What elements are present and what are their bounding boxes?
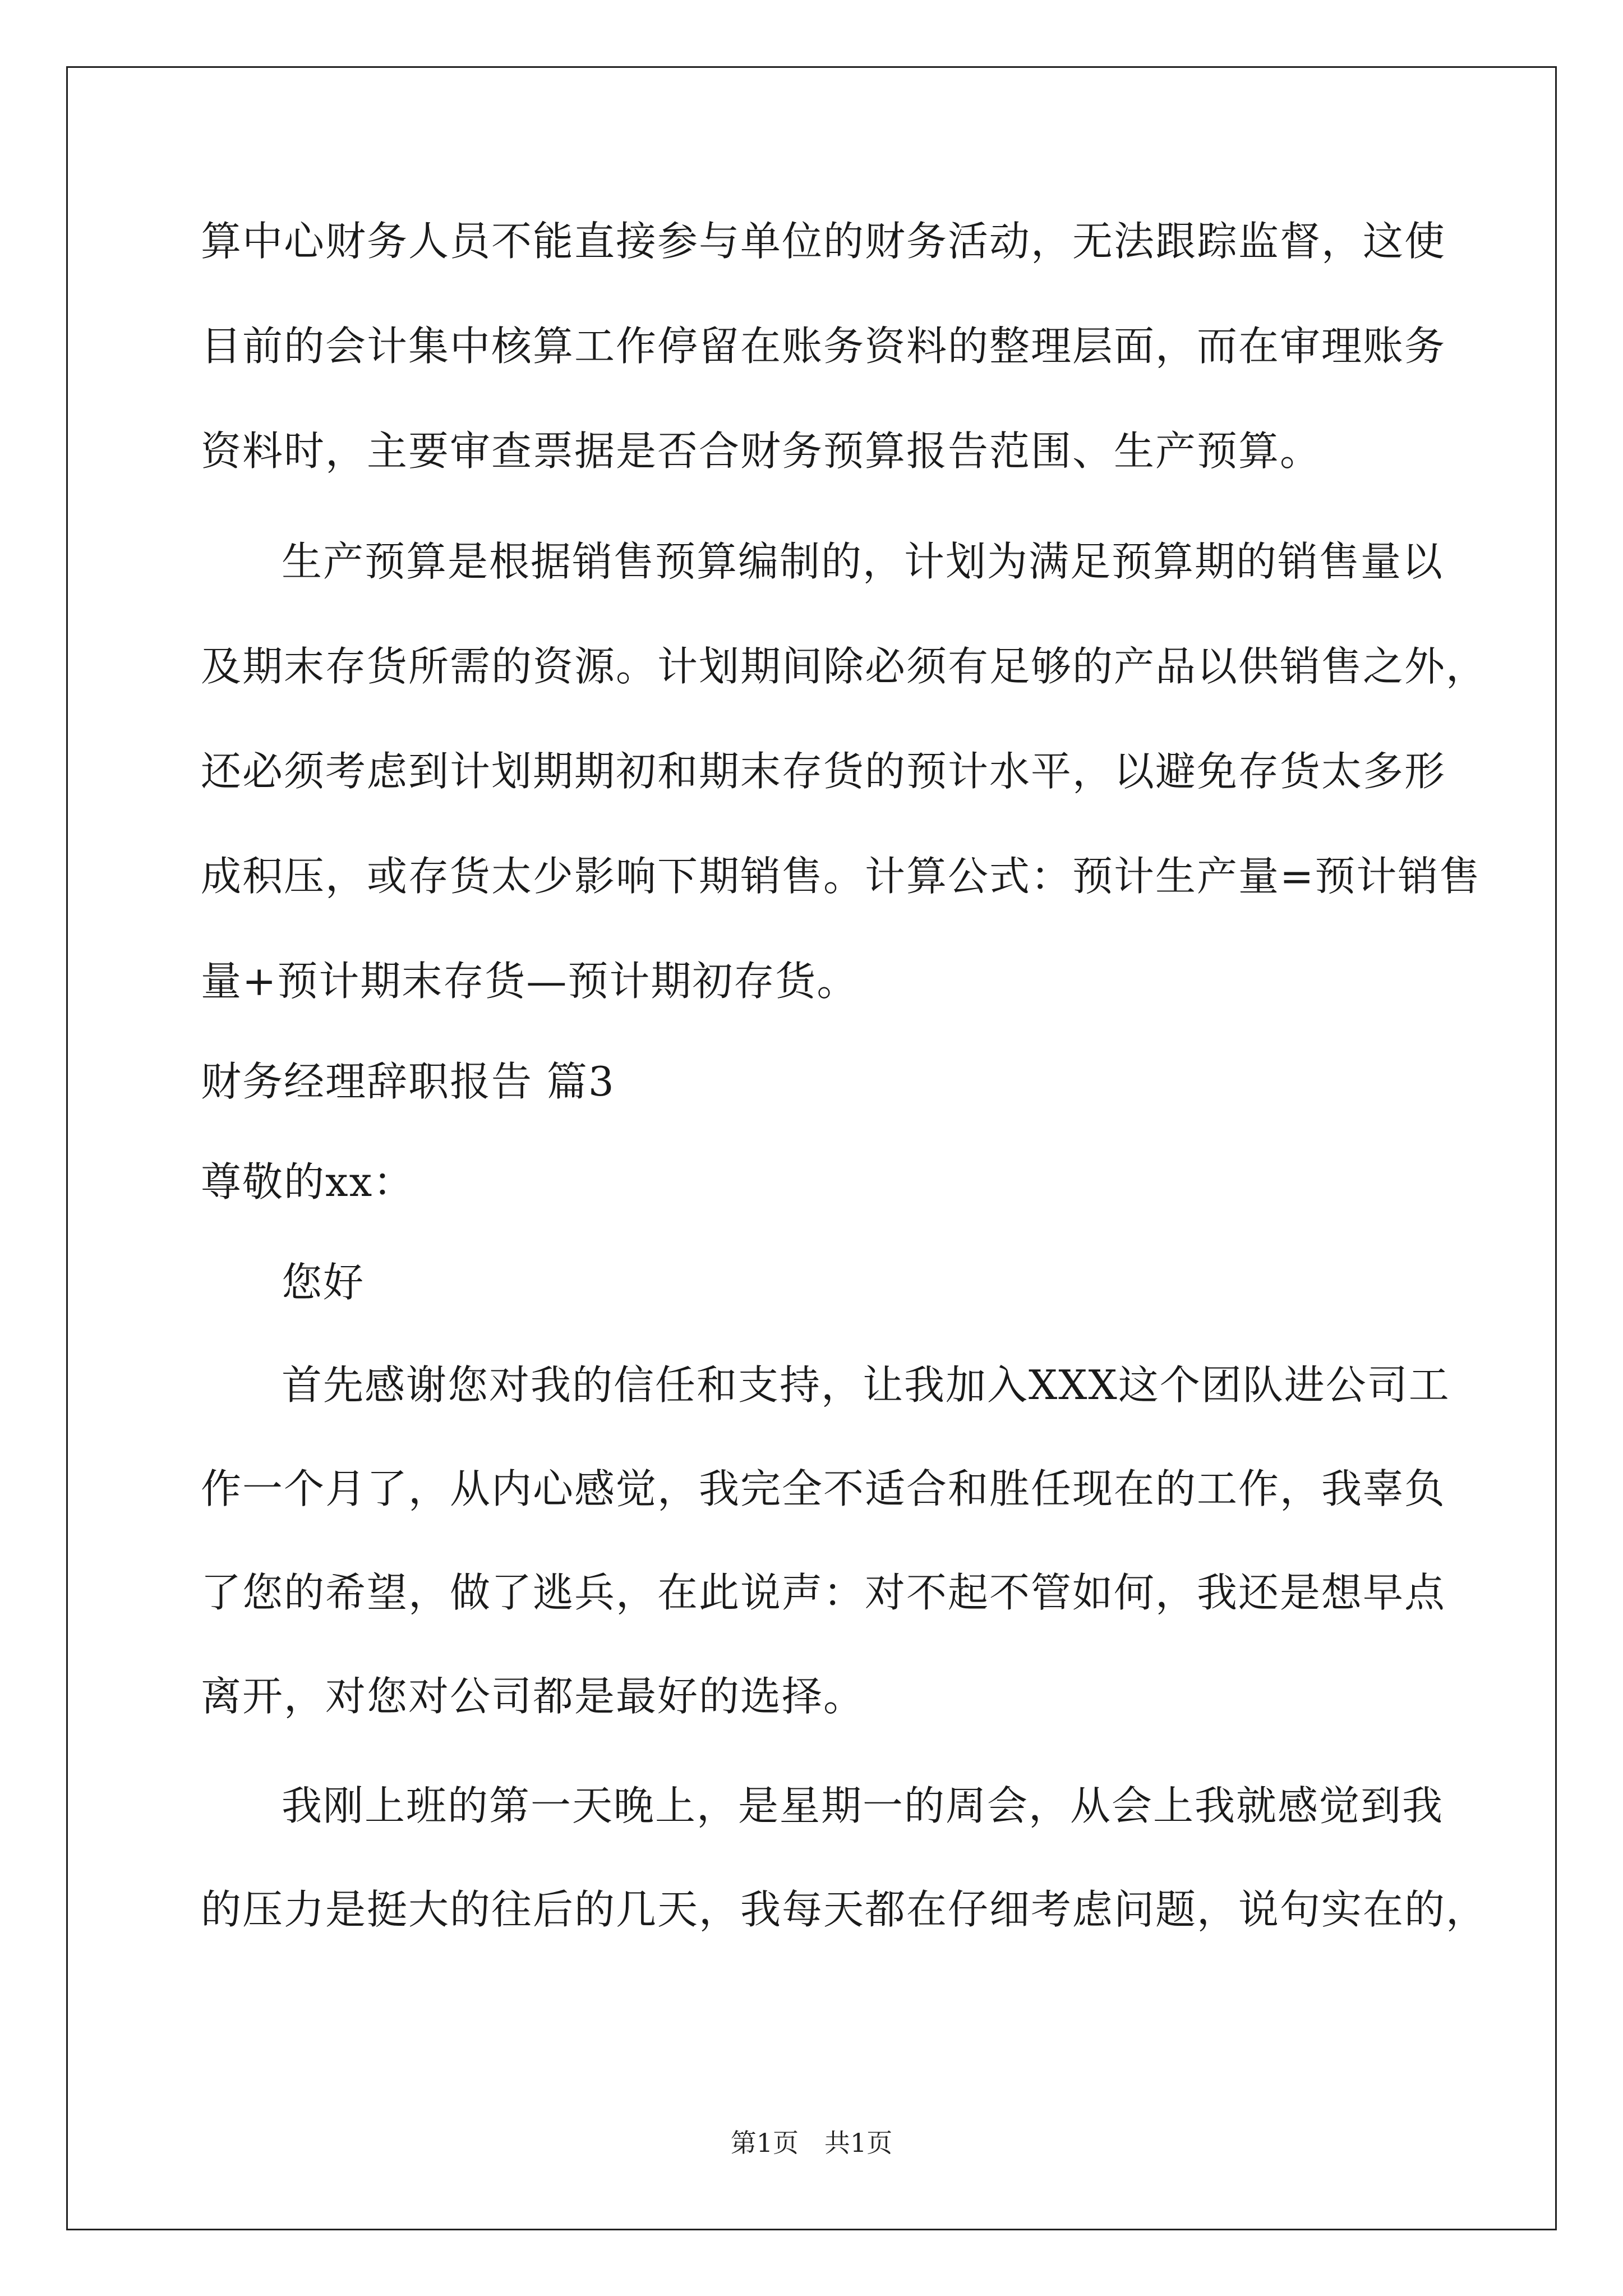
greeting: 您好 [282,1259,365,1306]
body-line: 量+预计期末存货—预计期初存货。 [201,958,859,1005]
body-line: 成积压，或存货太少影响下期销售。计算公式：预计生产量=预计销售 [201,853,1481,900]
body-line: 了您的希望，做了逃兵，在此说声：对不起不管如何，我还是想早点 [201,1569,1446,1616]
body-line: 及期末存货所需的资源。计划期间除必须有足够的产品以供销售之外， [201,643,1488,690]
body-line: 离开，对您对公司都是最好的选择。 [201,1673,865,1720]
body-line: 我刚上班的第一天晚上，是星期一的周会，从会上我就感觉到我 [282,1782,1444,1829]
page-number-footer: 第1页 共1页 [730,2128,893,2158]
body-line: 首先感谢您对我的信任和支持，让我加入XXX这个团队进公司工 [282,1361,1450,1409]
body-line: 还必须考虑到计划期期初和期末存货的预计水平，以避免存货太多形 [201,748,1446,795]
body-line: 目前的会计集中核算工作停留在账务资料的整理层面，而在审理账务 [201,323,1446,370]
salutation: 尊敬的xx： [201,1158,415,1205]
body-line: 作一个月了，从内心感觉，我完全不适合和胜任现在的工作，我辜负 [201,1465,1446,1512]
section-heading: 财务经理辞职报告 篇3 [201,1058,615,1105]
body-line: 资料时，主要审查票据是否合财务预算报告范围、生产预算。 [201,427,1322,475]
body-line: 的压力是挺大的往后的几天，我每天都在仔细考虑问题，说句实在的， [201,1886,1488,1933]
body-line: 生产预算是根据销售预算编制的，计划为满足预算期的销售量以 [282,538,1444,585]
body-line: 算中心财务人员不能直接参与单位的财务活动，无法跟踪监督，这使 [201,218,1446,265]
